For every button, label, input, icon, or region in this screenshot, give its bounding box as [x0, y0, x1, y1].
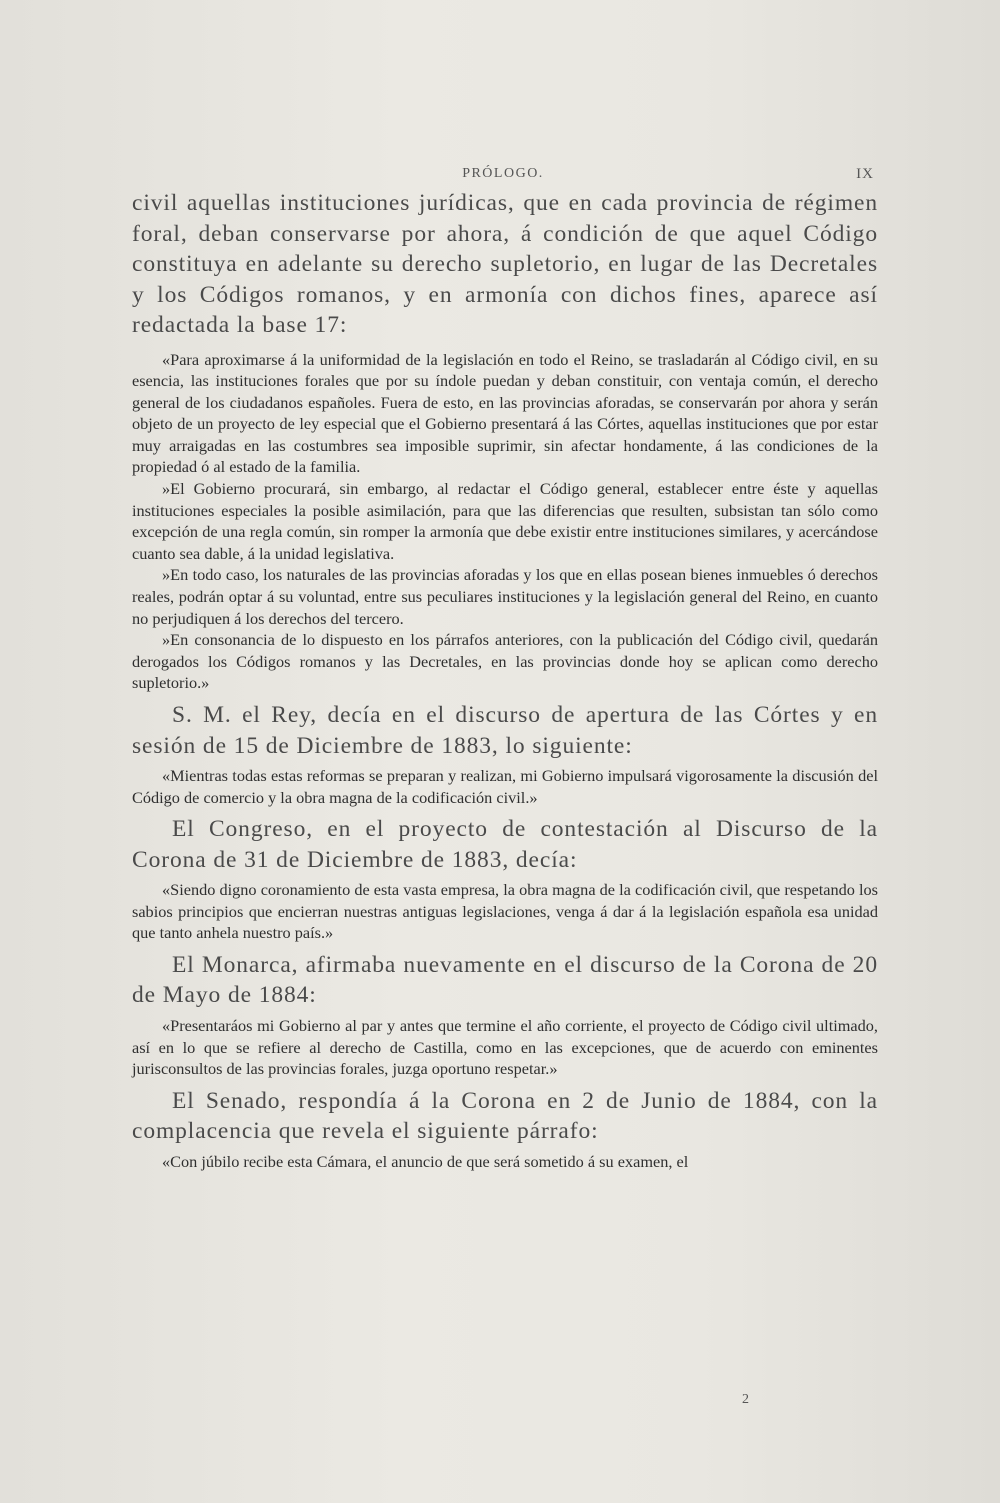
paragraph-intro: civil aquellas instituciones jurídicas, que en cada provincia de régimen foral, deban conservarse por ahora, á condición de que aquel Código constituya en adelante su derecho supletorio, en lugar de las Decretales y los Códigos romanos, y en armonía con dichos fines, aparece así redactada la base 17:: [132, 190, 878, 338]
page-header: [132, 166, 874, 188]
paragraph-congreso: El Congreso, en el proyecto de contestación al Discurso de la Corona de 31 de Diciembre de 1883, decía:: [132, 816, 878, 873]
quote-base-17-part-3: »En todo caso, los naturales de las provincias aforadas y los que en ellas posean bienes inmuebles ó derechos reales, podrán optar á su voluntad, entre sus peculiares instituciones y la legislación general del Reino, en cuanto no perjudiquen á los derechos del tercero.: [132, 565, 878, 628]
quote-monarca: «Presentaráos mi Gobierno al par y antes que termine el año corriente, el proyecto de Código civil ultimado, así en lo que se refiere al derecho de Castilla, como en las excepciones, que de acuerdo con eminentes jurisconsultos de las provincias forales, juzga oportuno respetar.»: [132, 1015, 878, 1079]
paragraph-senado: El Senado, respondía á la Corona en 2 de Junio de 1884, con la complacencia que revela el siguiente párrafo:: [132, 1087, 878, 1145]
quote-base-17-part-2: »El Gobierno procurará, sin embargo, al redactar el Código general, establecer entre éste y aquellas instituciones especiales la posible asimilación, para que las diferencias que resulten, subsistan tan sólo como excepción de una regla común, sin romper la armonía que debe existir entre instituciones similares, y acercándose cuanto sea dable, á la unidad legislativa.: [132, 479, 878, 563]
text-body: [132, 188, 878, 1172]
quote-congreso: «Siendo digno coronamiento de esta vasta empresa, la obra magna de la codificación civil, que respetando los sabios principios que encierran nuestras antiguas legislaciones, venga á dar á la legislación española esa unidad que tanto anhela nuestro país.»: [132, 880, 878, 943]
quote-base-17-part-1: «Para aproximarse á la uniformidad de la legislación en todo el Reino, se trasladarán al Código civil, en su esencia, las instituciones forales que por su índole puedan y deban constituir, con ventaja común, el derecho general de los ciudadanos españoles. Fuera de esto, en las provincias aforadas, se conservarán por ahora y serán objeto de un proyecto de ley especial que el Gobierno presentará á las Córtes, aquellas instituciones que por estar muy arraigadas en las costumbres sea imposible suprimir, sin afectar hondamente, á las condiciones de la propiedad ó al estado de la familia.: [132, 349, 878, 477]
running-title: PRÓLOGO.: [462, 166, 544, 181]
page-number: IX: [856, 166, 874, 182]
signature-mark: 2: [742, 1392, 749, 1407]
quote-rey-discurso: «Mientras todas estas reformas se preparan y realizan, mi Gobierno impulsará vigorosamente la discusión del Código de comercio y la obra magna de la codificación civil.»: [132, 766, 878, 807]
quote-senado: «Con júbilo recibe esta Cámara, el anuncio de que será sometido á su examen, el: [162, 1151, 689, 1171]
quote-base-17-part-4: »En consonancia de lo dispuesto en los párrafos anteriores, con la publicación del Código civil, quedarán derogados los Códigos romanos y las Decretales, en las provincias donde hoy se aplican como derecho supletorio.»: [132, 630, 878, 693]
paragraph-monarca: El Monarca, afirmaba nuevamente en el discurso de la Corona de 20 de Mayo de 1884:: [132, 951, 878, 1009]
paragraph-rey-discurso: S. M. el Rey, decía en el discurso de apertura de las Córtes y en sesión de 15 de Diciembre de 1883, lo siguiente:: [132, 702, 878, 759]
